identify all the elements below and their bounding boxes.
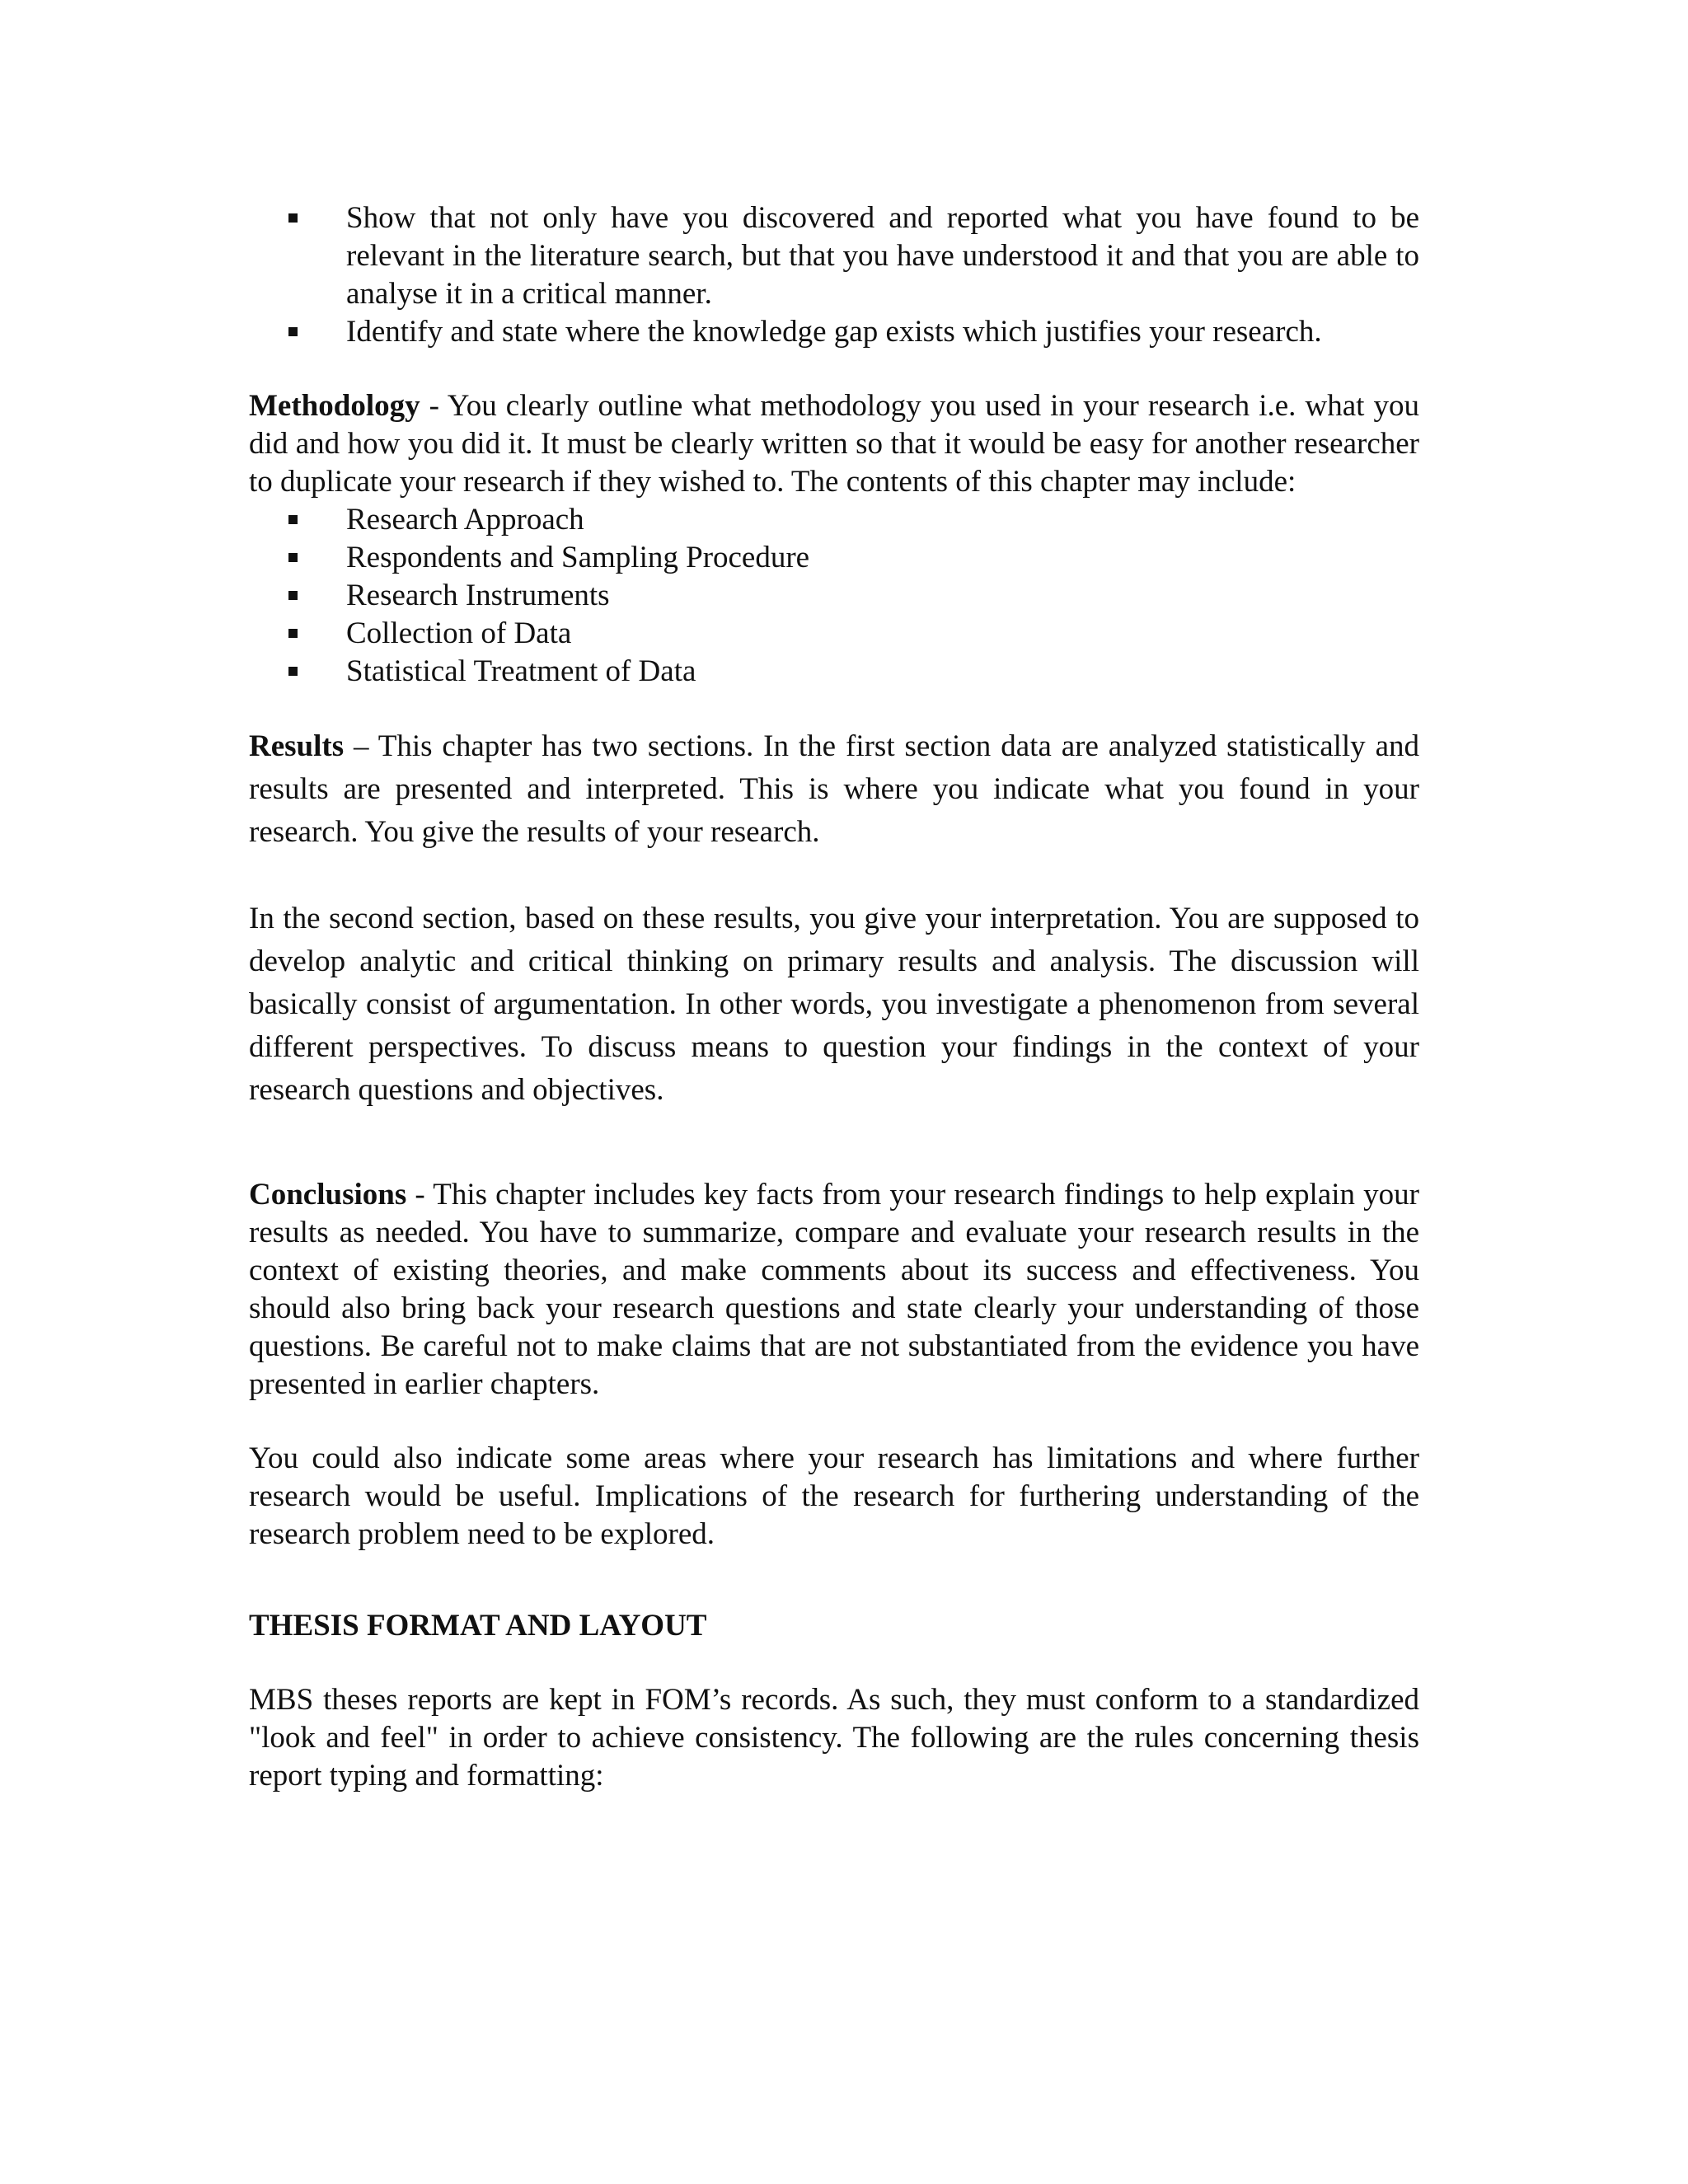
methodology-paragraph [249,387,1419,501]
square-bullet-icon [288,553,298,562]
square-bullet-icon [288,591,298,600]
results-text: – This chapter has two sections. In the first section data are analyzed statistically and results are presented and interpreted. This is where you indicate what you found in your research. You give the results of your research. [249,729,1419,849]
conclusions-label: Conclusions [249,1178,407,1212]
intro-bullet-list [249,199,1419,351]
methodology-label: Methodology [249,389,420,423]
section-heading: THESIS FORMAT AND LAYOUT [249,1609,707,1643]
square-bullet-icon [288,667,298,676]
square-bullet-icon [288,327,298,336]
list-item-text: Research Approach [346,503,584,537]
list-item-text: Collection of Data [346,616,572,650]
list-item [249,653,1419,691]
list-item [249,577,1419,615]
conclusions-text: - This chapter includes key facts from your research findings to help explain your results as needed. You have to summarize, compare and evaluate your research results in the context of existing theories, and make comments about its success and effectiveness. You should also bring back your research questions and state clearly your understanding of those questions. Be careful not to make claims that are not substantiated from the evidence you have presented in earlier chapters. [249,1178,1419,1401]
results-label: Results [249,729,345,763]
results-paragraph [249,725,1419,854]
list-item-text: Statistical Treatment of Data [346,654,696,688]
list-item [249,539,1419,577]
methodology-text: - You clearly outline what methodology you used in your research i.e. what you did and how you did it. It must be clearly written so that it would be easy for another researcher to duplicate your research if they wished to. The contents of this chapter may include: [249,389,1419,499]
list-item-text: Show that not only have you discovered and reported what you have found to be relevant in the literature search, but that you have understood it and that you are able to analyse it in a critical manner. [346,201,1419,311]
list-item-text: Research Instruments [346,579,610,612]
format-paragraph: MBS theses reports are kept in FOM’s records. As such, they must conform to a standardized "look and feel" in order to achieve consistency. The following are the rules concerning thesis report typing and formatting: [249,1683,1419,1793]
square-bullet-icon [288,629,298,638]
list-item-text: Identify and state where the knowledge gap exists which justifies your research. [346,315,1322,349]
square-bullet-icon [288,213,298,223]
results-discussion-paragraph: In the second section, based on these results, you give your interpretation. You are supposed to develop analytic and critical thinking on primary results and analysis. The discussion will basically consist of argumentation. In other words, you investigate a phenomenon from several different perspectives. To discuss means to question your findings in the context of your research questions and objectives. [249,902,1419,1107]
methodology-contents-list [249,501,1419,691]
list-item [249,313,1419,351]
page-content [249,199,1419,1795]
list-item [249,501,1419,539]
square-bullet-icon [288,515,298,524]
conclusions-paragraph [249,1176,1419,1404]
list-item [249,615,1419,653]
list-item-text: Respondents and Sampling Procedure [346,541,810,574]
limitations-paragraph: You could also indicate some areas where your research has limitations and where further research would be useful. Implications of the research for furthering understanding of the research problem need to be explored. [249,1441,1419,1551]
list-item [249,199,1419,313]
